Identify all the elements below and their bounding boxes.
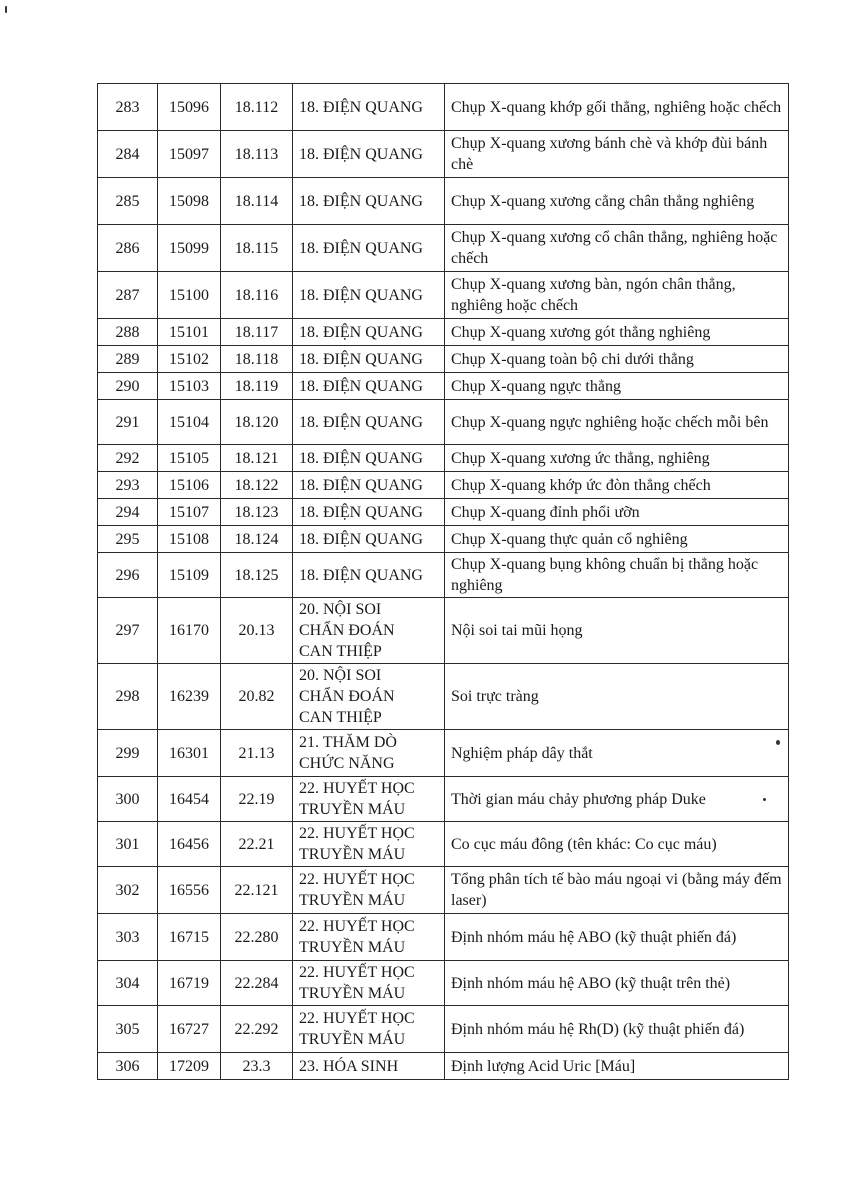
table-row bbox=[98, 961, 789, 1006]
category-code: 18.118 bbox=[221, 346, 293, 373]
category-name-line: 22. HUYẾT HỌC bbox=[299, 871, 415, 888]
service-code: 15100 bbox=[158, 272, 221, 319]
service-name: Soi trực tràng bbox=[445, 664, 789, 730]
row-number: 291 bbox=[98, 400, 158, 445]
category-name bbox=[293, 178, 445, 225]
category-name-line: 18. ĐIỆN QUANG bbox=[299, 530, 423, 548]
table-row bbox=[98, 225, 789, 272]
table-row bbox=[98, 777, 789, 822]
category-name-line: 18. ĐIỆN QUANG bbox=[299, 449, 423, 467]
category-name bbox=[293, 445, 445, 472]
service-name: Thời gian máu chảy phương pháp Duke bbox=[445, 777, 789, 822]
category-code: 20.82 bbox=[221, 664, 293, 730]
table-row bbox=[98, 400, 789, 445]
category-code: 22.19 bbox=[221, 777, 293, 822]
table-body bbox=[98, 84, 789, 1080]
category-code: 22.121 bbox=[221, 867, 293, 914]
category-name-line: 18. ĐIỆN QUANG bbox=[299, 323, 423, 341]
service-code: 15104 bbox=[158, 400, 221, 445]
service-code: 16727 bbox=[158, 1006, 221, 1053]
service-name: Chụp X-quang xương cổ chân thẳng, nghiêng hoặc chếch bbox=[445, 225, 789, 272]
row-number: 303 bbox=[98, 914, 158, 961]
service-code: 16454 bbox=[158, 777, 221, 822]
table-row bbox=[98, 1006, 789, 1053]
service-name: Định nhóm máu hệ ABO (kỹ thuật phiến đá) bbox=[445, 914, 789, 961]
row-number: 300 bbox=[98, 777, 158, 822]
category-name-line: 22. HUYẾT HỌC bbox=[299, 918, 415, 935]
service-name: Định lượng Acid Uric [Máu] bbox=[445, 1053, 789, 1080]
service-name: Chụp X-quang khớp gối thẳng, nghiêng hoặc chếch bbox=[445, 84, 789, 131]
category-name-line: 18. ĐIỆN QUANG bbox=[299, 350, 423, 368]
category-name-line: TRUYỀN MÁU bbox=[299, 1031, 406, 1048]
category-name bbox=[293, 867, 445, 914]
category-code: 18.124 bbox=[221, 526, 293, 553]
service-name: Chụp X-quang xương bánh chè và khớp đùi bánh chè bbox=[445, 131, 789, 178]
category-name-line: 18. ĐIỆN QUANG bbox=[299, 503, 423, 521]
category-code: 22.284 bbox=[221, 961, 293, 1006]
table-row bbox=[98, 914, 789, 961]
category-name-line: CAN THIỆP bbox=[299, 643, 382, 660]
category-name-line: CHẨN ĐOÁN bbox=[299, 688, 395, 705]
category-name-line: 18. ĐIỆN QUANG bbox=[299, 239, 423, 257]
row-number: 284 bbox=[98, 131, 158, 178]
category-name bbox=[293, 400, 445, 445]
row-number: 286 bbox=[98, 225, 158, 272]
row-number: 304 bbox=[98, 961, 158, 1006]
category-name bbox=[293, 346, 445, 373]
service-code: 17209 bbox=[158, 1053, 221, 1080]
table-row bbox=[98, 1053, 789, 1080]
service-code: 15107 bbox=[158, 499, 221, 526]
row-number: 287 bbox=[98, 272, 158, 319]
table-row bbox=[98, 131, 789, 178]
category-name-line: TRUYỀN MÁU bbox=[299, 985, 406, 1002]
category-name-line: 18. ĐIỆN QUANG bbox=[299, 476, 423, 494]
service-name: Chụp X-quang thực quản cổ nghiêng bbox=[445, 526, 789, 553]
table-row bbox=[98, 472, 789, 499]
scan-speck bbox=[776, 740, 780, 745]
category-name bbox=[293, 598, 445, 664]
service-name: Định nhóm máu hệ ABO (kỹ thuật trên thẻ) bbox=[445, 961, 789, 1006]
service-name: Định nhóm máu hệ Rh(D) (kỹ thuật phiến đá) bbox=[445, 1006, 789, 1053]
table-row bbox=[98, 598, 789, 664]
category-name-line: CHỨC NĂNG bbox=[299, 755, 395, 772]
category-name bbox=[293, 777, 445, 822]
category-name bbox=[293, 526, 445, 553]
service-code: 16301 bbox=[158, 730, 221, 777]
service-name: Chụp X-quang xương bàn, ngón chân thẳng, nghiêng hoặc chếch bbox=[445, 272, 789, 319]
service-code: 15097 bbox=[158, 131, 221, 178]
category-name-line: 21. THĂM DÒ bbox=[299, 734, 397, 751]
service-code: 15098 bbox=[158, 178, 221, 225]
service-code: 16719 bbox=[158, 961, 221, 1006]
category-name bbox=[293, 499, 445, 526]
row-number: 302 bbox=[98, 867, 158, 914]
category-name-line: 18. ĐIỆN QUANG bbox=[299, 566, 423, 584]
row-number: 285 bbox=[98, 178, 158, 225]
category-name-line: 22. HUYẾT HỌC bbox=[299, 780, 415, 797]
category-code: 18.114 bbox=[221, 178, 293, 225]
category-name-line: 23. HÓA SINH bbox=[299, 1057, 399, 1075]
service-code: 16715 bbox=[158, 914, 221, 961]
table-row bbox=[98, 526, 789, 553]
service-code: 15103 bbox=[158, 373, 221, 400]
service-name: Chụp X-quang xương ức thẳng, nghiêng bbox=[445, 445, 789, 472]
category-name bbox=[293, 1053, 445, 1080]
row-number: 298 bbox=[98, 664, 158, 730]
row-number: 299 bbox=[98, 730, 158, 777]
row-number: 305 bbox=[98, 1006, 158, 1053]
table-row bbox=[98, 319, 789, 346]
category-name bbox=[293, 664, 445, 730]
scan-speck bbox=[5, 6, 7, 13]
service-code: 15109 bbox=[158, 553, 221, 598]
service-code: 16556 bbox=[158, 867, 221, 914]
category-name bbox=[293, 272, 445, 319]
table-row bbox=[98, 178, 789, 225]
category-code: 20.13 bbox=[221, 598, 293, 664]
table-row bbox=[98, 373, 789, 400]
category-name-line: TRUYỀN MÁU bbox=[299, 846, 406, 863]
category-code: 18.113 bbox=[221, 131, 293, 178]
category-name-line: 22. HUYẾT HỌC bbox=[299, 1010, 415, 1027]
category-code: 22.280 bbox=[221, 914, 293, 961]
category-code: 23.3 bbox=[221, 1053, 293, 1080]
services-table bbox=[97, 83, 789, 1080]
row-number: 306 bbox=[98, 1053, 158, 1080]
category-code: 18.119 bbox=[221, 373, 293, 400]
service-code: 16239 bbox=[158, 664, 221, 730]
category-name bbox=[293, 131, 445, 178]
table-row bbox=[98, 499, 789, 526]
category-name bbox=[293, 225, 445, 272]
row-number: 295 bbox=[98, 526, 158, 553]
table-row bbox=[98, 822, 789, 867]
category-name-line: 18. ĐIỆN QUANG bbox=[299, 377, 423, 395]
category-name-line: 18. ĐIỆN QUANG bbox=[299, 145, 423, 163]
category-name bbox=[293, 1006, 445, 1053]
row-number: 288 bbox=[98, 319, 158, 346]
category-code: 18.112 bbox=[221, 84, 293, 131]
category-name-line: TRUYỀN MÁU bbox=[299, 892, 406, 909]
table-row bbox=[98, 346, 789, 373]
service-name: Nội soi tai mũi họng bbox=[445, 598, 789, 664]
category-code: 18.116 bbox=[221, 272, 293, 319]
category-name-line: 20. NỘI SOI bbox=[299, 667, 382, 684]
row-number: 292 bbox=[98, 445, 158, 472]
category-name bbox=[293, 373, 445, 400]
row-number: 289 bbox=[98, 346, 158, 373]
table-row bbox=[98, 445, 789, 472]
row-number: 294 bbox=[98, 499, 158, 526]
table-row bbox=[98, 664, 789, 730]
service-name: Chụp X-quang khớp ức đòn thẳng chếch bbox=[445, 472, 789, 499]
service-code: 15099 bbox=[158, 225, 221, 272]
scan-speck bbox=[763, 798, 766, 801]
category-code: 18.123 bbox=[221, 499, 293, 526]
row-number: 283 bbox=[98, 84, 158, 131]
category-name-line: 22. HUYẾT HỌC bbox=[299, 964, 415, 981]
service-name: Chụp X-quang xương gót thẳng nghiêng bbox=[445, 319, 789, 346]
category-code: 18.120 bbox=[221, 400, 293, 445]
service-code: 15102 bbox=[158, 346, 221, 373]
category-name-line: 20. NỘI SOI bbox=[299, 601, 382, 618]
service-code: 15101 bbox=[158, 319, 221, 346]
category-name bbox=[293, 319, 445, 346]
category-name-line: 18. ĐIỆN QUANG bbox=[299, 286, 423, 304]
service-name: Co cục máu đông (tên khác: Co cục máu) bbox=[445, 822, 789, 867]
service-code: 16170 bbox=[158, 598, 221, 664]
category-name-line: CHẨN ĐOÁN bbox=[299, 622, 395, 639]
category-code: 21.13 bbox=[221, 730, 293, 777]
category-name-line: TRUYỀN MÁU bbox=[299, 801, 406, 818]
category-name bbox=[293, 961, 445, 1006]
table-row bbox=[98, 867, 789, 914]
service-code: 15106 bbox=[158, 472, 221, 499]
row-number: 301 bbox=[98, 822, 158, 867]
table-row bbox=[98, 272, 789, 319]
service-name: Chụp X-quang toàn bộ chi dưới thẳng bbox=[445, 346, 789, 373]
category-name bbox=[293, 914, 445, 961]
category-code: 18.121 bbox=[221, 445, 293, 472]
category-name-line: 18. ĐIỆN QUANG bbox=[299, 98, 423, 116]
category-name bbox=[293, 822, 445, 867]
category-name-line: CAN THIỆP bbox=[299, 709, 382, 726]
category-code: 18.122 bbox=[221, 472, 293, 499]
service-name: Chụp X-quang bụng không chuẩn bị thẳng hoặc nghiêng bbox=[445, 553, 789, 598]
service-name: Nghiệm pháp dây thắt bbox=[445, 730, 789, 777]
category-name-line: TRUYỀN MÁU bbox=[299, 939, 406, 956]
service-name: Tổng phân tích tế bào máu ngoại vi (bằng máy đếm laser) bbox=[445, 867, 789, 914]
category-code: 18.115 bbox=[221, 225, 293, 272]
service-code: 15105 bbox=[158, 445, 221, 472]
service-name: Chụp X-quang ngực nghiêng hoặc chếch mỗi bên bbox=[445, 400, 789, 445]
category-code: 22.21 bbox=[221, 822, 293, 867]
table-row bbox=[98, 553, 789, 598]
category-name-line: 18. ĐIỆN QUANG bbox=[299, 413, 423, 431]
category-code: 22.292 bbox=[221, 1006, 293, 1053]
row-number: 293 bbox=[98, 472, 158, 499]
category-code: 18.117 bbox=[221, 319, 293, 346]
service-name: Chụp X-quang đỉnh phổi ưỡn bbox=[445, 499, 789, 526]
category-name-line: 22. HUYẾT HỌC bbox=[299, 825, 415, 842]
category-name bbox=[293, 553, 445, 598]
row-number: 297 bbox=[98, 598, 158, 664]
service-code: 15108 bbox=[158, 526, 221, 553]
category-code: 18.125 bbox=[221, 553, 293, 598]
service-name: Chụp X-quang ngực thẳng bbox=[445, 373, 789, 400]
category-name bbox=[293, 730, 445, 777]
row-number: 290 bbox=[98, 373, 158, 400]
category-name bbox=[293, 84, 445, 131]
service-code: 15096 bbox=[158, 84, 221, 131]
category-name-line: 18. ĐIỆN QUANG bbox=[299, 192, 423, 210]
category-name bbox=[293, 472, 445, 499]
service-name: Chụp X-quang xương cẳng chân thẳng nghiêng bbox=[445, 178, 789, 225]
row-number: 296 bbox=[98, 553, 158, 598]
table-row bbox=[98, 84, 789, 131]
table-row bbox=[98, 730, 789, 777]
service-code: 16456 bbox=[158, 822, 221, 867]
